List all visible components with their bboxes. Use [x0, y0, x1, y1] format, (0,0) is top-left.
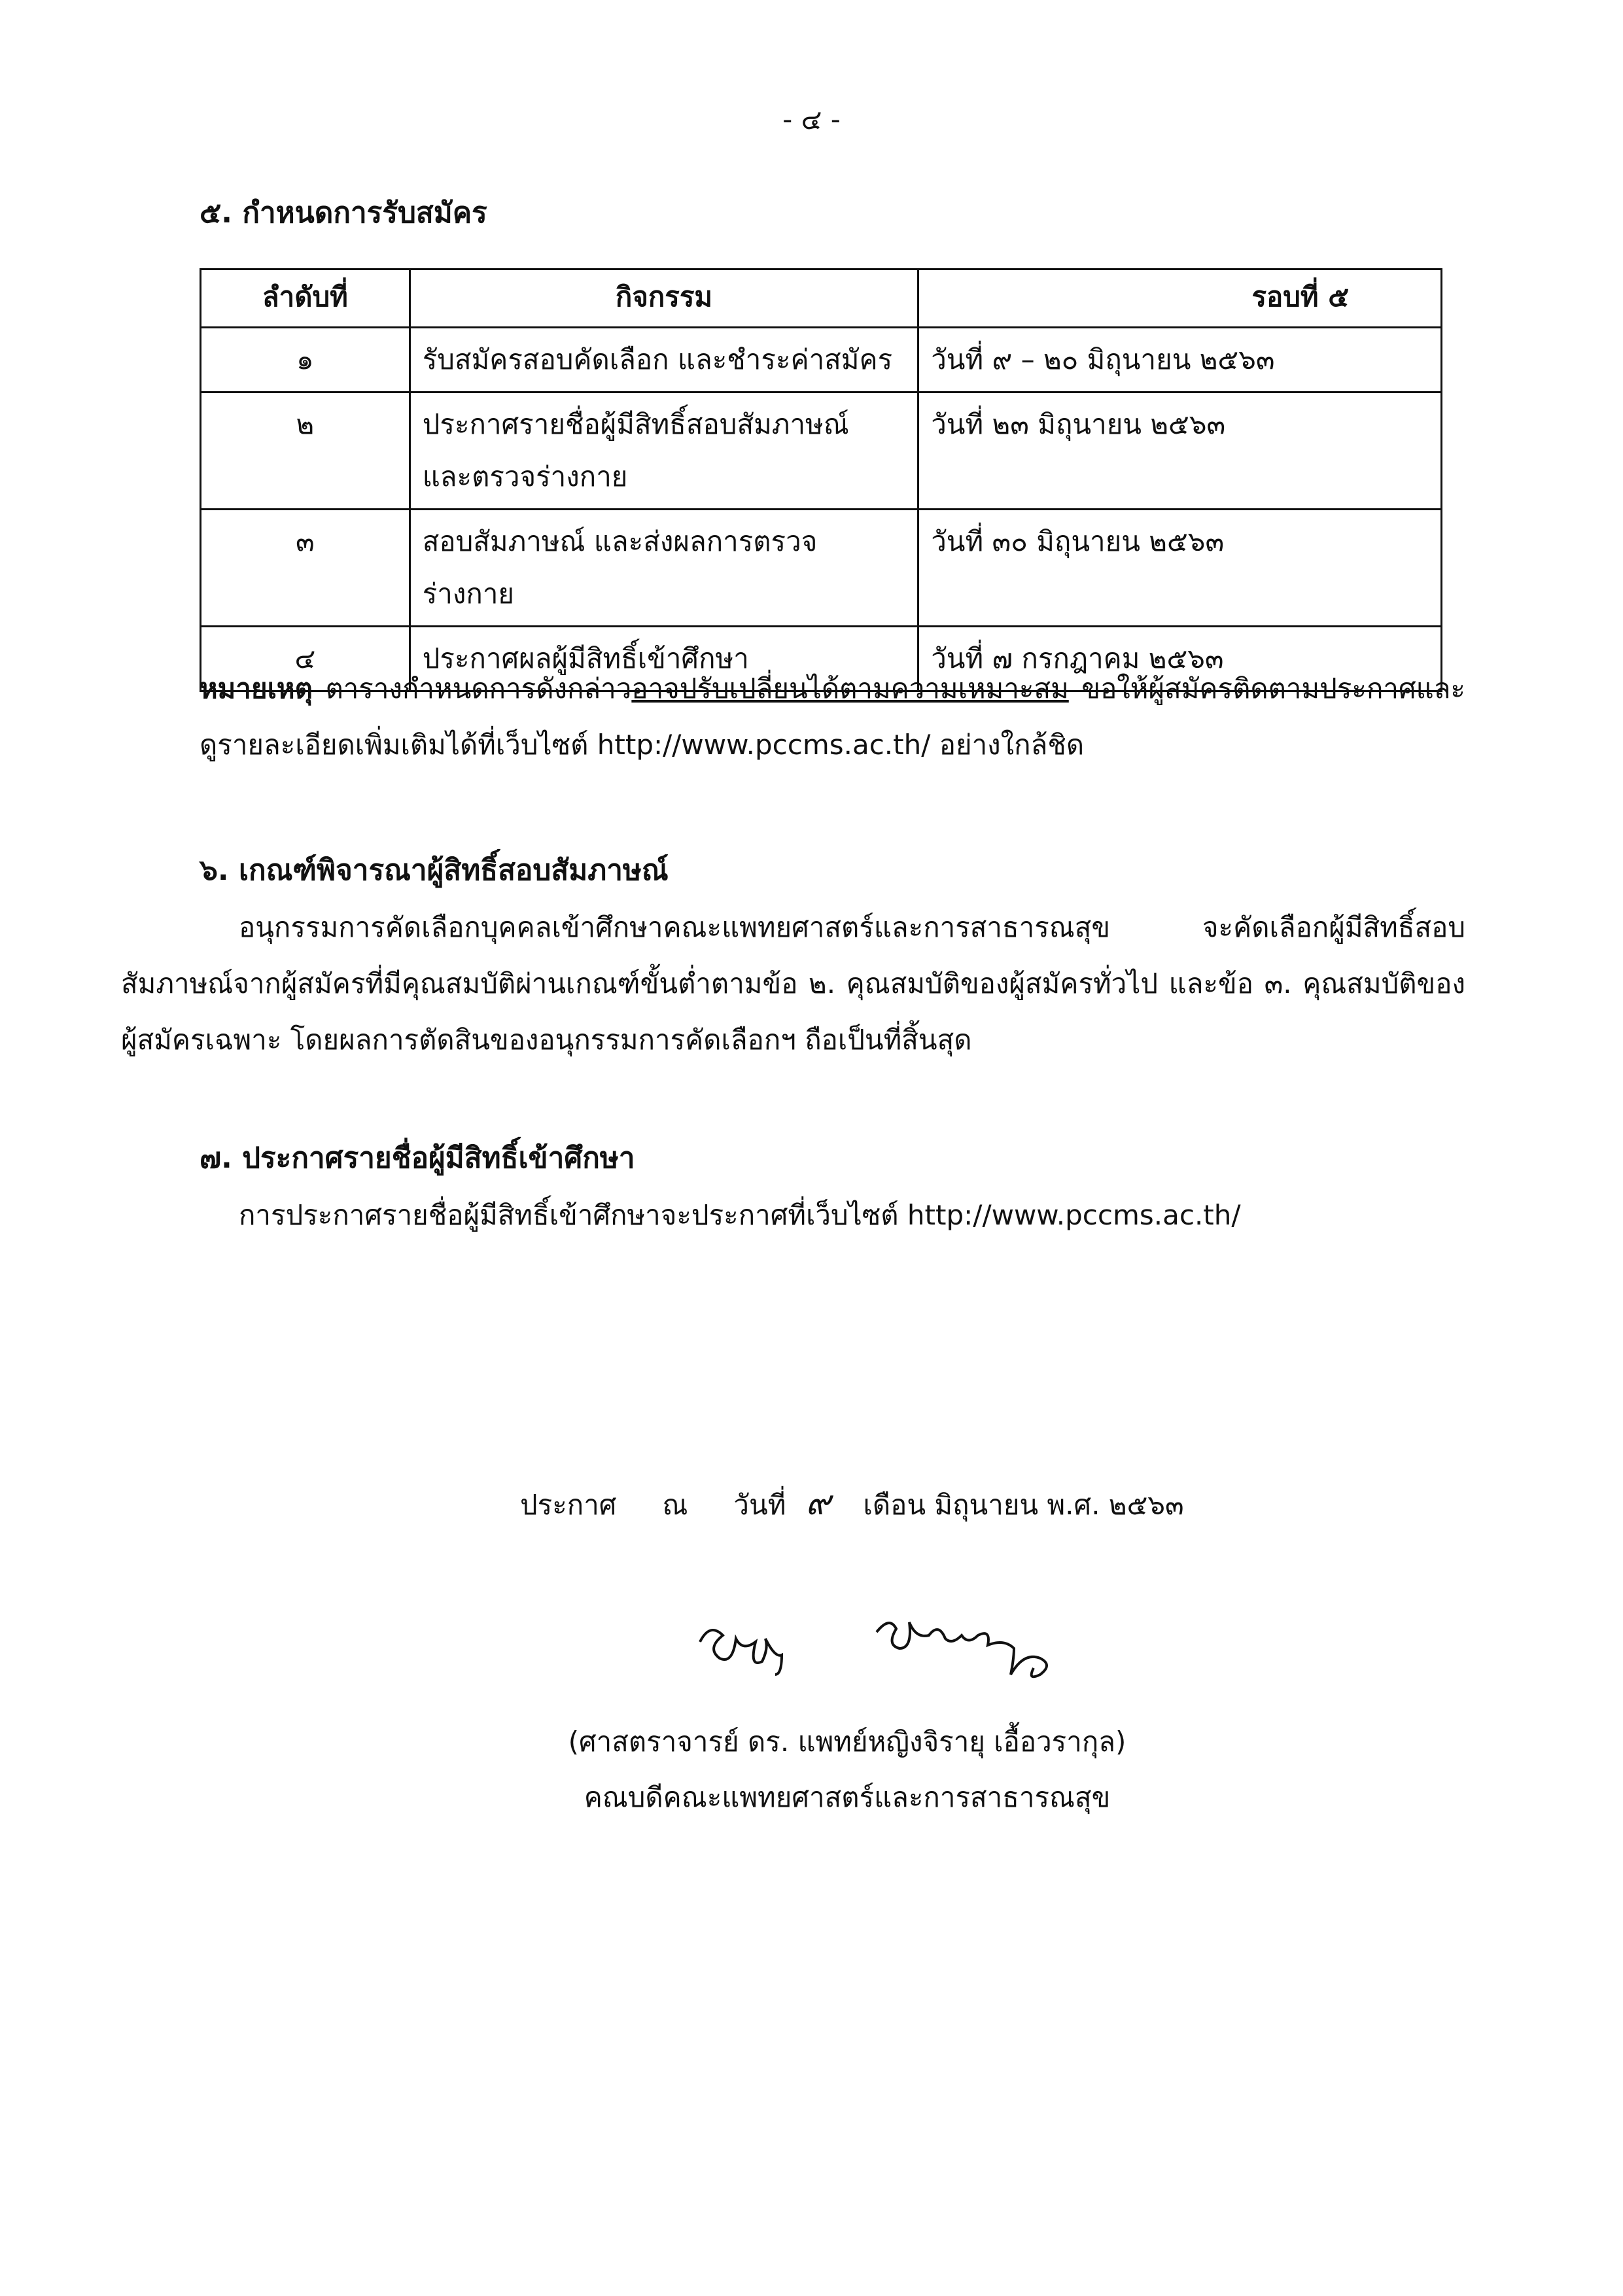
header-order: ลำดับที่	[201, 270, 410, 328]
row-activity: รับสมัครสอบคัดเลือก และชำระค่าสมัคร	[410, 328, 918, 392]
announcement-day-value: ๙	[805, 1484, 831, 1523]
note-underlined: อาจปรับเปลี่ยนได้ตามความเหมาะสม	[631, 672, 1069, 704]
section5-heading: ๕. กำหนดการรับสมัคร	[200, 196, 487, 230]
row-activity: ประกาศรายชื่อผู้มีสิทธิ์สอบสัมภาษณ์ และตรวจร่างกาย	[410, 392, 918, 510]
table-row	[201, 328, 1442, 392]
row-date: วันที่ ๗ กรกฎาคม ๒๕๖๓	[918, 627, 1442, 691]
row-date: วันที่ ๒๓ มิถุนายน ๒๕๖๓	[918, 392, 1442, 510]
note-paragraph	[200, 661, 1465, 773]
row-date: วันที่ ๙ – ๒๐ มิถุนายน ๒๕๖๓	[918, 328, 1442, 392]
table-row	[201, 392, 1442, 510]
section6-body: อนุกรรมการคัดเลือกบุคคลเข้าศึกษาคณะแพทยศาสตร์และการสาธารณสุข จะคัดเลือกผู้มีสิทธิ์สอบสัมภาษณ์จากผู้สมัครที่มีคุณสมบัติผ่านเกณฑ์ขั้นต่ำตามข้อ ๒. คุณสมบัติของผู้สมัครทั่วไป และข้อ ๓. คุณสมบัติของผู้สมัครเฉพาะ โดยผลการตัดสินของอนุกรรมการคัดเลือกฯ ถือเป็นที่สิ้นสุด	[121, 911, 1465, 1056]
table-row	[201, 510, 1442, 627]
announcement-day-label: วันที่	[733, 1489, 786, 1521]
schedule-table	[200, 268, 1442, 692]
handwritten-signature	[687, 1596, 1112, 1688]
header-round: รอบที่ ๕	[918, 270, 1442, 328]
row-date: วันที่ ๓๐ มิถุนายน ๒๕๖๓	[918, 510, 1442, 627]
row-number: ๒	[201, 392, 410, 510]
row-number: ๔	[201, 627, 410, 691]
table-header-row	[201, 270, 1442, 328]
row-number: ๓	[201, 510, 410, 627]
note-label: หมายเหตุ	[200, 672, 313, 704]
header-activity: กิจกรรม	[410, 270, 918, 328]
signatory-name: (ศาสตราจารย์ ดร. แพทย์หญิงจิรายุ เอื้อวรากุล)	[568, 1726, 1126, 1758]
row-activity: ประกาศผลผู้มีสิทธิ์เข้าศึกษา	[410, 627, 918, 691]
section6-heading: ๖. เกณฑ์พิจารณาผู้สิทธิ์สอบสัมภาษณ์	[200, 854, 669, 887]
row-activity: สอบสัมภาษณ์ และส่งผลการตรวจร่างกาย	[410, 510, 918, 627]
note-text-after: ขอให้ผู้สมัครติดตามประกาศและดูรายละเอียดเพิ่มเติมได้ที่เว็บไซต์ http://www.pccms.ac.th/ อย่างใกล้ชิด	[200, 672, 1465, 761]
section7-heading: ๗. ประกาศรายชื่อผู้มีสิทธิ์เข้าศึกษา	[200, 1141, 635, 1175]
section7-body: การประกาศรายชื่อผู้มีสิทธิ์เข้าศึกษาจะประกาศที่เว็บไซต์ http://www.pccms.ac.th/	[239, 1199, 1241, 1231]
row-number: ๑	[201, 328, 410, 392]
announcement-month: เดือน มิถุนายน พ.ศ. ๒๕๖๓	[863, 1489, 1184, 1521]
signatory-title: คณบดีคณะแพทยศาสตร์และการสาธารณสุข	[584, 1781, 1111, 1813]
announcement-at: ณ	[662, 1489, 688, 1521]
note-text-before: ตารางกำหนดการดังกล่าว	[312, 672, 632, 704]
announcement-prefix: ประกาศ	[520, 1489, 617, 1521]
page-number: - ๔ -	[782, 103, 841, 135]
announcement-line	[520, 1475, 1184, 1529]
